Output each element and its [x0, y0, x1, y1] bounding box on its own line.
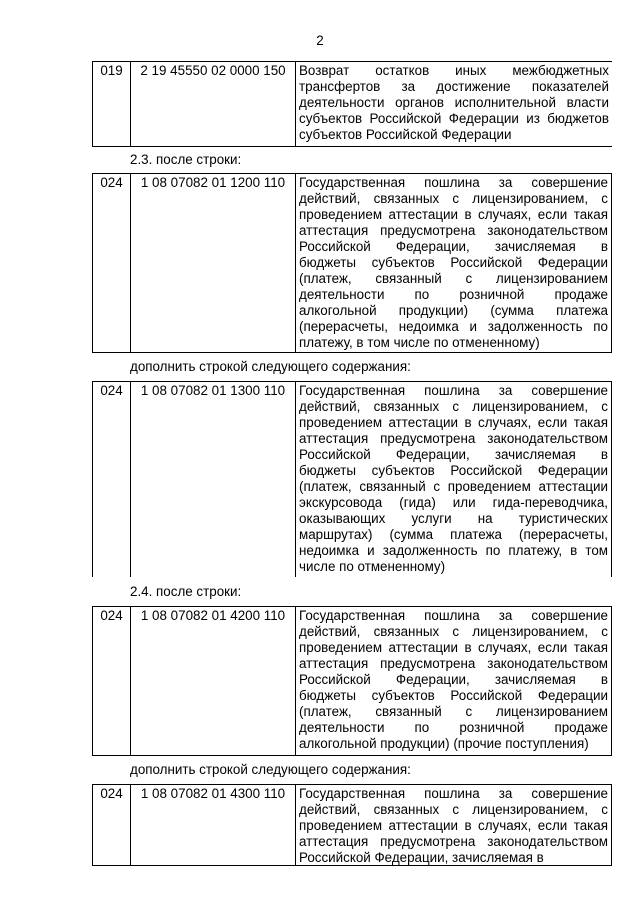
- description-line: аттестация предусмотрена законодательством: [299, 223, 608, 238]
- description-line: бюджеты субъектов Российской Федерации: [299, 688, 608, 703]
- description-line: деятельности по розничной продаже: [299, 720, 608, 735]
- description-line: экскурсовода (гида) или гида-переводчика,: [299, 495, 608, 510]
- description-line: действий, связанных с лицензированием, с: [299, 399, 608, 414]
- description-line: субъектов Российской Федерации: [299, 127, 512, 142]
- table-row: [92, 174, 612, 352]
- description-line: алкогольной продукции) (сумма платежа: [299, 303, 608, 318]
- kbk-code: 1 08 07082 01 1300 110: [131, 382, 296, 577]
- description-line: Государственная пошлина за совершение: [299, 786, 608, 801]
- description-line: числе по отмененному): [299, 559, 446, 574]
- description-line: деятельности по розничной продаже: [299, 287, 608, 302]
- description-line: (перерасчеты, недоимка и задолженность по: [299, 319, 608, 334]
- page-number: 2: [316, 33, 324, 48]
- description-line: оказывающих услуги на туристических: [299, 511, 608, 526]
- table-row: [92, 62, 612, 146]
- description-line: проведением аттестации в случаях, если такая: [299, 415, 608, 430]
- budget-code: 024: [92, 785, 131, 865]
- description-line: бюджеты субъектов Российской Федерации: [299, 463, 608, 478]
- description-line: Российской Федерации, зачисляемая в: [299, 447, 608, 462]
- budget-code: 024: [92, 382, 131, 577]
- table-bottom-border: [92, 146, 612, 147]
- description-line: недоимка и задолженность по платежу, в том: [299, 543, 608, 558]
- description-line: маршрутах) (сумма платежа (перерасчеты,: [299, 527, 608, 542]
- table-bottom-border: [92, 865, 612, 866]
- description-line: Государственная пошлина за совершение: [299, 608, 608, 623]
- description-line: Российской Федерации, зачисляемая в: [299, 850, 544, 865]
- table-row: [92, 785, 612, 865]
- description-line: Российской Федерации, зачисляемая в: [299, 239, 608, 254]
- description-line: (платеж, связанный с лицензированием: [299, 271, 608, 286]
- row-description: [296, 62, 612, 146]
- description-line: проведением аттестации в случаях, если такая: [299, 207, 608, 222]
- table-bottom-border: [92, 352, 612, 353]
- row-description: [296, 607, 612, 755]
- description-line: (платеж, связанный с проведением аттестации: [299, 479, 608, 494]
- description-line: действий, связанных с лицензированием, с: [299, 802, 608, 817]
- row-description: [296, 382, 612, 577]
- description-line: Российской Федерации, зачисляемая в: [299, 672, 608, 687]
- description-line: аттестация предусмотрена законодательством: [299, 834, 608, 849]
- description-line: аттестация предусмотрена законодательством: [299, 656, 608, 671]
- description-line: действий, связанных с лицензированием, с: [299, 624, 608, 639]
- paragraph-add-row-2: дополнить строкой следующего содержания:: [130, 762, 411, 777]
- description-line: Государственная пошлина за совершение: [299, 175, 608, 190]
- table-row: [92, 607, 612, 755]
- kbk-code: 1 08 07082 01 4300 110: [131, 785, 296, 865]
- description-line: аттестация предусмотрена законодательством: [299, 431, 608, 446]
- description-line: действий, связанных с лицензированием, с: [299, 191, 608, 206]
- description-line: проведением аттестации в случаях, если такая: [299, 640, 608, 655]
- paragraph-2-4: 2.4. после строки:: [130, 584, 242, 599]
- row-description: [296, 785, 612, 865]
- description-line: трансфертов за достижение показателей: [299, 79, 609, 94]
- table-bottom-border: [92, 755, 612, 756]
- kbk-code: 1 08 07082 01 1200 110: [131, 174, 296, 352]
- table-row: [92, 382, 612, 577]
- kbk-code: 1 08 07082 01 4200 110: [131, 607, 296, 755]
- description-line: платежу, в том числе по отмененному): [299, 335, 540, 350]
- budget-code: 019: [92, 62, 131, 146]
- paragraph-add-row-1: дополнить строкой следующего содержания:: [130, 359, 411, 374]
- description-line: деятельности органов исполнительной власти: [299, 95, 609, 110]
- description-line: алкогольной продукции) (прочие поступления): [299, 736, 589, 751]
- row-description: [296, 174, 612, 352]
- kbk-code: 2 19 45550 02 0000 150: [131, 62, 296, 146]
- description-line: (платеж, связанный с лицензированием: [299, 704, 608, 719]
- description-line: Государственная пошлина за совершение: [299, 383, 608, 398]
- description-line: бюджеты субъектов Российской Федерации: [299, 255, 608, 270]
- description-line: субъектов Российской Федерации из бюджетов: [299, 111, 609, 126]
- budget-code: 024: [92, 607, 131, 755]
- budget-code: 024: [92, 174, 131, 352]
- description-line: проведением аттестации в случаях, если такая: [299, 818, 608, 833]
- description-line: Возврат остатков иных межбюджетных: [299, 63, 609, 78]
- paragraph-2-3: 2.3. после строки:: [130, 152, 242, 167]
